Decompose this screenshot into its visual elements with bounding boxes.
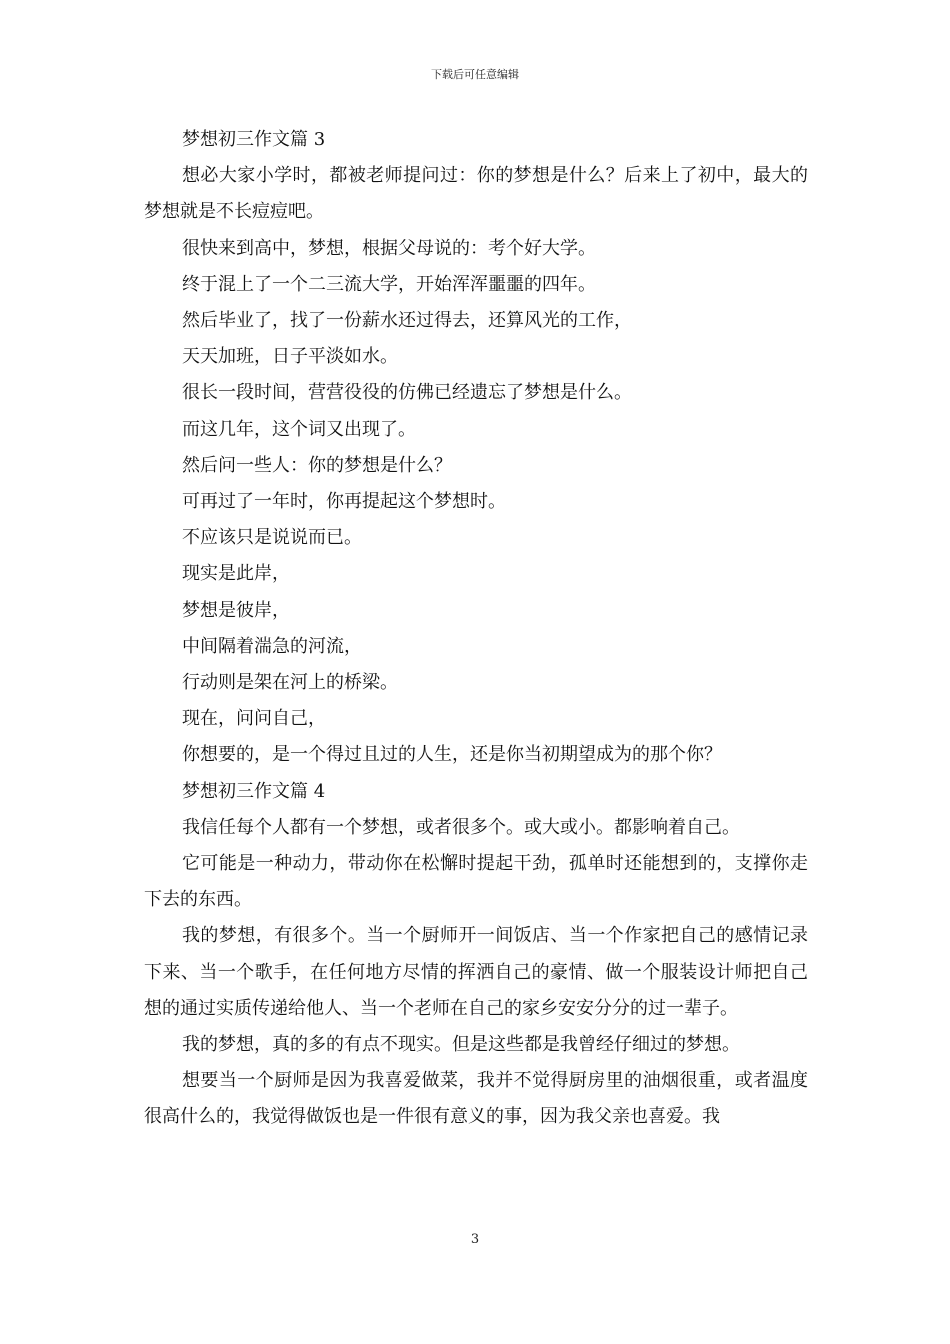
paragraph: 不应该只是说说而已。 [182, 527, 362, 549]
paragraph: 很长一段时间，营营役役的仿佛已经遗忘了梦想是什么。 [182, 382, 632, 404]
paragraph: 行动则是架在河上的桥梁。 [182, 672, 398, 694]
paragraph: 梦想是彼岸， [182, 599, 290, 621]
section-title: 梦想初三作文篇 3 [182, 129, 326, 150]
paragraph: 然后问一些人：你的梦想是什么？ [182, 454, 452, 476]
paragraph: 而这几年，这个词又出现了。 [182, 418, 416, 440]
paragraph: 可再过了一年时，你再提起这个梦想时。 [182, 491, 506, 513]
paragraph: 现实是此岸， [182, 563, 290, 585]
section-title: 梦想初三作文篇 4 [182, 780, 326, 802]
paragraph: 我的梦想，真的多的有点不现实。但是这些都是我曾经仔细过的梦想。 [182, 1034, 740, 1056]
paragraph: 中间隔着湍急的河流， [182, 635, 362, 657]
paragraph: 你想要的，是一个得过且过的人生，还是你当初期望成为的那个你？ [182, 744, 722, 766]
paragraph: 它可能是一种动力，带动你在松懈时提起干劲，孤单时还能想到的，支撑你走下去的东西。 [144, 853, 808, 911]
paragraph: 终于混上了一个二三流大学，开始浑浑噩噩的四年。 [182, 273, 596, 295]
paragraph: 现在，问问自己， [182, 708, 326, 730]
paragraph: 我信任每个人都有一个梦想，或者很多个。或大或小。都影响着自己。 [182, 816, 740, 838]
paragraph: 我的梦想，有很多个。当一个厨师开一间饭店、当一个作家把自己的感情记录下来、当一个歌手，在任何地方尽情的挥洒自己的豪情、做一个服装设计师把自己想的通过实质传递给他人、当一个老师在自己的家乡安安分分的过一辈子。 [144, 925, 808, 1019]
page-header: 下载后可任意编辑 [431, 68, 519, 81]
document-body [144, 122, 808, 1136]
paragraph: 天天加班，日子平淡如水。 [182, 346, 398, 368]
paragraph: 想必大家小学时，都被老师提问过：你的梦想是什么？后来上了初中，最大的梦想就是不长痘痘吧。 [144, 165, 808, 223]
page-number: 3 [470, 1232, 480, 1247]
paragraph: 然后毕业了，找了一份薪水还过得去，还算风光的工作， [182, 310, 632, 332]
paragraph: 很快来到高中，梦想，根据父母说的：考个好大学。 [182, 237, 596, 259]
paragraph: 想要当一个厨师是因为我喜爱做菜，我并不觉得厨房里的油烟很重，或者温度很高什么的，我觉得做饭也是一件很有意义的事，因为我父亲也喜爱。我 [144, 1070, 808, 1128]
